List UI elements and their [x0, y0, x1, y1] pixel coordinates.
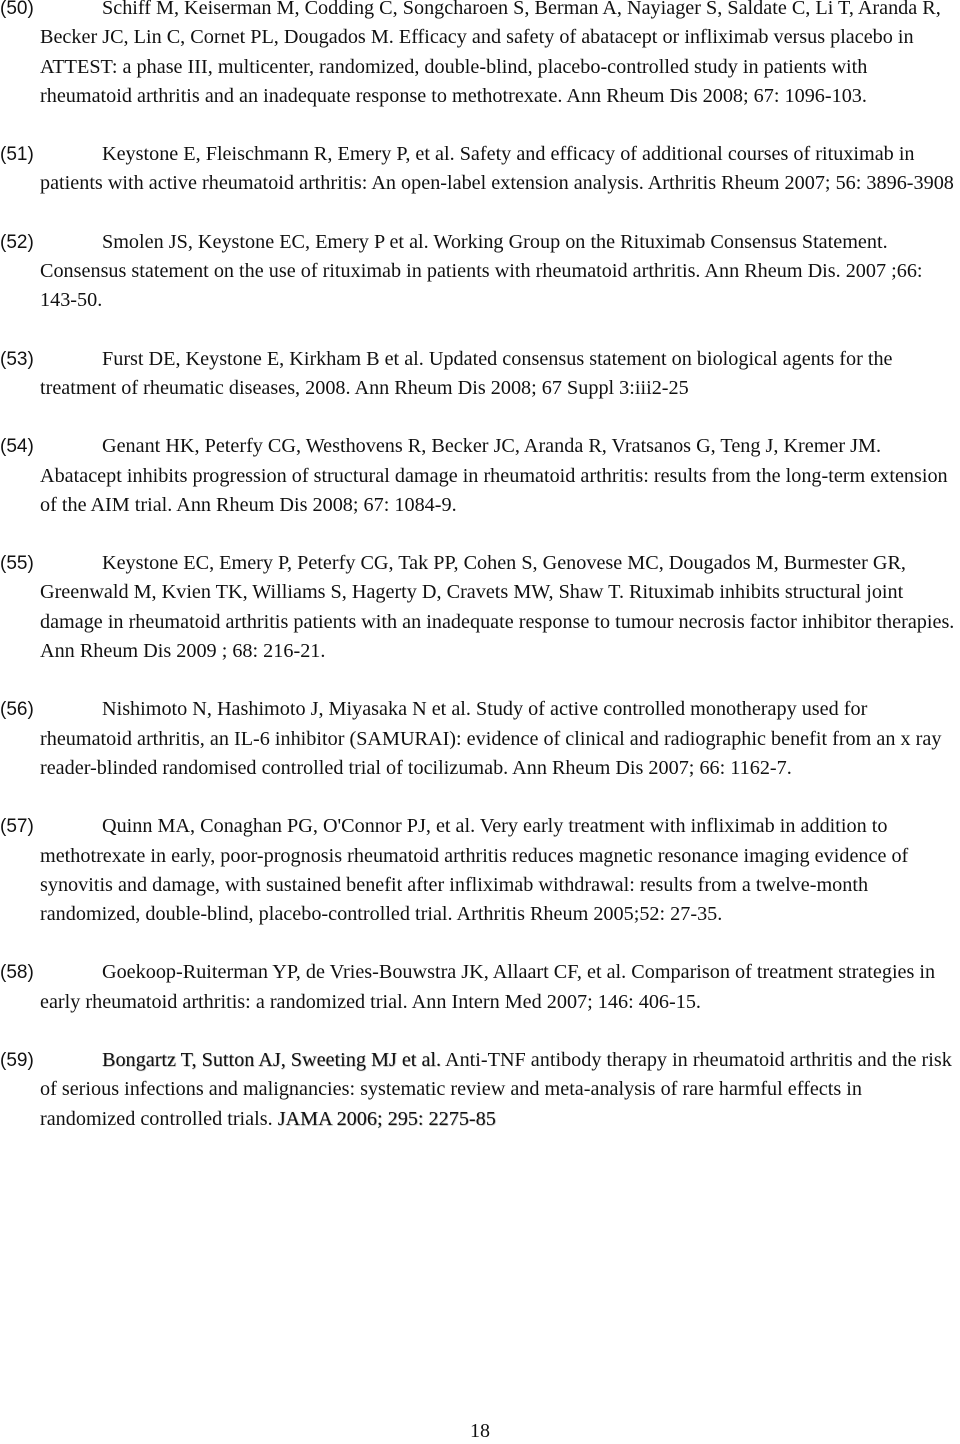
- reference-50: [0, 0, 956, 111]
- page-number: 18: [470, 1420, 490, 1442]
- reference-number: (53): [0, 348, 34, 370]
- spacer: [8, 929, 956, 958]
- reference-text: Quinn MA, Conaghan PG, O'Connor PJ, et al. Very early treatment with infliximab in addition to methotrexate in early, poor-prognosis rheumatoid arthritis reduces magnetic resonance imaging evidence of synovitis and damage, with sustained benefit after infliximab withdrawal: results from a twelve-month randomized, double-blind, placebo-controlled trial. Arthritis Rheum 2005;52: 27-35.: [40, 815, 909, 926]
- reference-text: Genant HK, Peterfy CG, Westhovens R, Becker JC, Aranda R, Vratsanos G, Teng J, Kremer JM. Abatacept inhibits progression of structural damage in rheumatoid arthritis: results from the long-term extension of the AIM trial. Ann Rheum Dis 2008; 67: 1084-9.: [40, 435, 948, 516]
- reference-title: Anti-TNF antibody therapy in rheumatoid arthritis and the risk of serious infections and malignancies: systematic review and meta-analysis of rare harmful effects in randomized controlled trials.: [40, 1049, 952, 1130]
- reference-number: (54): [0, 436, 34, 458]
- reference-58: [0, 958, 956, 1017]
- reference-number: (58): [0, 962, 34, 984]
- spacer: [8, 666, 956, 695]
- reference-59: [0, 1046, 956, 1134]
- reference-number: (51): [0, 144, 34, 166]
- spacer: [8, 520, 956, 549]
- reference-53: [0, 345, 956, 404]
- spacer: [8, 111, 956, 140]
- reference-55: [0, 549, 956, 666]
- reference-number: (59): [0, 1050, 34, 1072]
- reference-56: [0, 695, 956, 783]
- reference-text: Keystone E, Fleischmann R, Emery P, et al. Safety and efficacy of additional courses of rituximab in patients with active rheumatoid arthritis: An open-label extension analysis. Arthritis Rheum 2007; 56: 3896-3908: [40, 143, 954, 195]
- reference-number: (50): [0, 0, 34, 19]
- reference-number: (57): [0, 816, 34, 838]
- spacer: [8, 403, 956, 432]
- spacer: [8, 316, 956, 345]
- reference-number: (52): [0, 231, 34, 253]
- reference-text: Smolen JS, Keystone EC, Emery P et al. Working Group on the Rituximab Consensus Statement. Consensus statement on the use of rituximab in patients with rheumatoid arthritis. Ann Rheum Dis. 2007 ;66: 143-50.: [40, 230, 923, 312]
- spacer: [8, 783, 956, 812]
- reference-number: (55): [0, 553, 34, 575]
- reference-text: [40, 1046, 956, 1134]
- reference-number: (56): [0, 699, 34, 721]
- spacer: [8, 199, 956, 228]
- reference-52: [0, 228, 956, 316]
- reference-text: Keystone EC, Emery P, Peterfy CG, Tak PP, Cohen S, Genovese MC, Dougados M, Burmester GR, Greenwald M, Kvien TK, Williams S, Hagerty D, Cravets MW, Shaw T. Rituximab inhibits structural joint damage in rheumatoid arthritis patients with an inadequate response to tumour necrosis factor inhibitor therapies. Ann Rheum Dis 2009 ; 68: 216-21.: [40, 552, 955, 663]
- reference-54: [0, 432, 956, 520]
- reference-text: Schiff M, Keiserman M, Codding C, Songcharoen S, Berman A, Nayiager S, Saldate C, Li T, Aranda R, Becker JC, Lin C, Cornet PL, Dougados M. Efficacy and safety of abatacept or infliximab versus placebo in ATTEST: a phase III, multicenter, randomized, double-blind, placebo-controlled study in patients with rheumatoid arthritis and an inadequate response to methotrexate. Ann Rheum Dis 2008; 67: 1096-103.: [40, 0, 941, 107]
- reference-authors: Bongartz T, Sutton AJ, Sweeting MJ et al.: [102, 1049, 442, 1072]
- reference-text: Goekoop-Ruiterman YP, de Vries-Bouwstra JK, Allaart CF, et al. Comparison of treatment strategies in early rheumatoid arthritis: a randomized trial. Ann Intern Med 2007; 146: 406-15.: [40, 961, 936, 1013]
- reference-57: [0, 812, 956, 929]
- reference-journal: JAMA 2006; 295: 2275-85: [277, 1107, 496, 1130]
- reference-51: [0, 140, 956, 199]
- spacer: [8, 1017, 956, 1046]
- reference-text: Furst DE, Keystone E, Kirkham B et al. Updated consensus statement on biological agents for the treatment of rheumatic diseases, 2008. Ann Rheum Dis 2008; 67 Suppl 3:iii2-25: [40, 347, 893, 399]
- reference-text: Nishimoto N, Hashimoto J, Miyasaka N et al. Study of active controlled monotherapy used for rheumatoid arthritis, an IL-6 inhibitor (SAMURAI): evidence of clinical and radiographic benefit from an x ray reader-blinded randomised controlled trial of tocilizumab. Ann Rheum Dis 2007; 66: 1162-7.: [40, 698, 942, 779]
